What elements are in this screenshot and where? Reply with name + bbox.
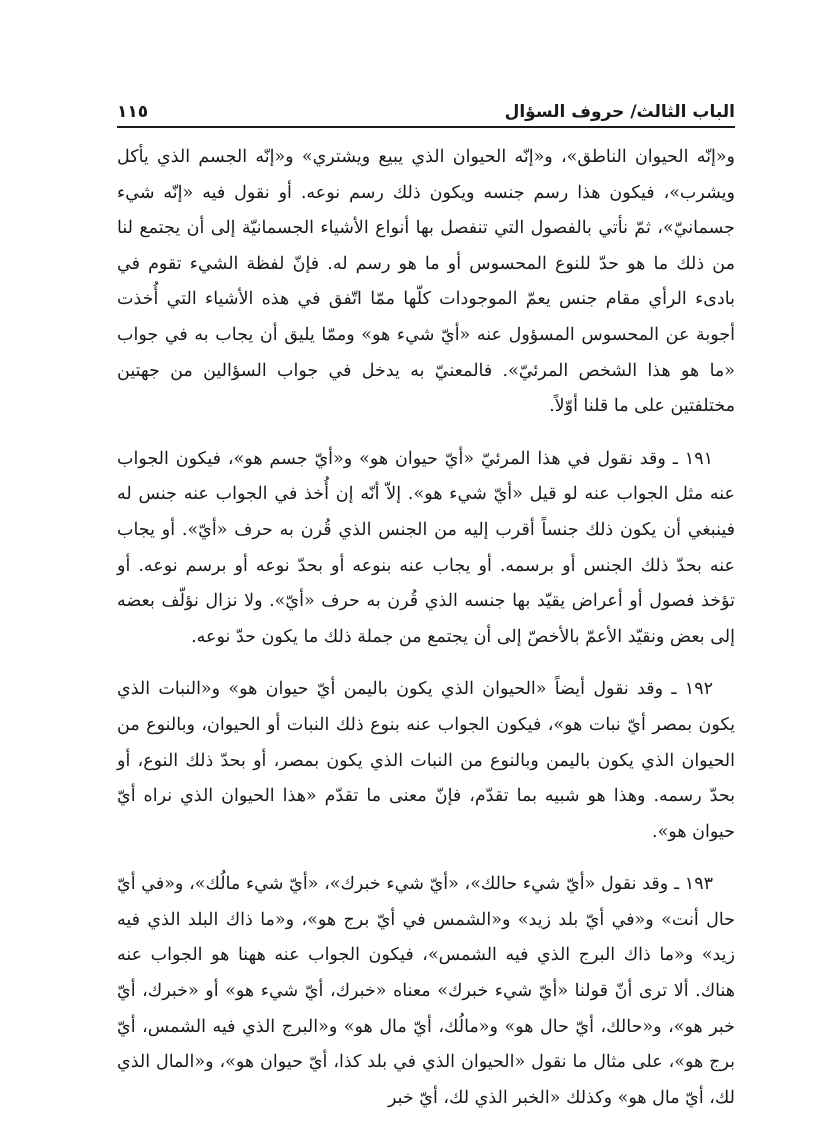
paragraph-193: ١٩٣ ـ وقد نقول «أيّ شيء حالك»، «أيّ شيء خبرك»، «أيّ شيء مالُك»، و«في أيّ حال أنت» و«في أيّ بلد زيد» و«الشمس في أيّ برج هو»، و«ما ذاك البلد الذي فيه زيد» و«ما ذاك البرج الذي فيه الشمس»، فيكون الجواب عنه ههنا هو الجواب عنه هناك. ألا ترى أنّ قولنا «أيّ شيء خبرك» معناه «خبرك، أيّ شيء هو» أو «خبرك، أيّ خبر هو»، و«حالك، أيّ حال هو» و«مالُك، أيّ مال هو» و«البرج الذي فيه الشمس، أيّ برج هو»، على مثال ما نقول «الحيوان الذي في بلد كذا، أيّ حيوان هو»، و«المال الذي لك، أيّ مال هو» وكذلك «الخبر الذي لك، أيّ خبر: [117, 874, 735, 1108]
page-body: [117, 140, 735, 1116]
chapter-title: الباب الثالث/ حروف السؤال: [504, 102, 735, 122]
running-header: [117, 92, 735, 122]
page-number: ١١٥: [117, 102, 149, 122]
paragraph-192: ١٩٢ ـ وقد نقول أيضاً «الحيوان الذي يكون باليمن أيّ حيوان هو» و«النبات الذي يكون بمصر أيّ نبات هو»، فيكون الجواب عنه بنوع ذلك النبات أو الحيوان، وبالنوع من الحيوان الذي يكون باليمن وبالنوع من النبات الذي يكون بمصر، أو بحدّ ذلك النوع، أو بحدّ رسمه. وهذا هو شبيه بما تقدّم، فإنّ معنى ما تقدّم «هذا الحيوان الذي نراه أيّ حيوان هو».: [117, 679, 735, 842]
header-divider: [117, 126, 735, 128]
paragraph-continuation: و«إنّه الحيوان الناطق»، و«إنّه الحيوان الذي يبيع ويشتري» و«إنّه الجسم الذي يأكل ويشرب»، فيكون هذا رسم جنسه ويكون ذلك رسم نوعه. أو نقول فيه «إنّه شيء جسمانيّ»، ثمّ نأتي بالفصول التي تنفصل بها أنواع الأشياء الجسمانيّة إلى أن يجتمع لنا من ذلك ما هو حدّ للنوع المحسوس أو ما هو رسم له. فإنّ لفظة الشيء تقوم في بادىء الرأي مقام جنس يعمّ الموجودات كلّها ممّا اتّفق في هذه الأشياء التي أُخذت أجوبة عن المحسوس المسؤول عنه «أيّ شيء هو» وممّا يليق أن يجاب به في جواب «ما هو هذا الشخص المرئيّ». فالمعنيّ به يدخل في جواب السؤالين من جهتين مختلفتين على ما قلنا أوّلاً.: [117, 147, 735, 417]
paragraph-191: ١٩١ ـ وقد نقول في هذا المرئيّ «أيّ حيوان هو» و«أيّ جسم هو»، فيكون الجواب عنه مثل الجواب عنه لو قيل «أيّ شيء هو». إلاّ أنّه إن أُخذ في الجواب عنه جنس له فينبغي أن يكون ذلك جنساً أقرب إليه من الجنس الذي قُرن به حرف «أيّ». أو يجاب عنه بحدّ ذلك الجنس أو برسمه. أو يجاب عنه بنوعه أو بحدّ نوعه أو برسم نوعه. أو تؤخذ فصول أو أعراض يقيّد بها جنسه الذي قُرن به حرف «أيّ». ولا نزال نؤلّف بعضه إلى بعض ونقيّد الأعمّ بالأخصّ إلى أن يجتمع من جملة ذلك ما يكون حدّ نوعه.: [117, 448, 735, 647]
